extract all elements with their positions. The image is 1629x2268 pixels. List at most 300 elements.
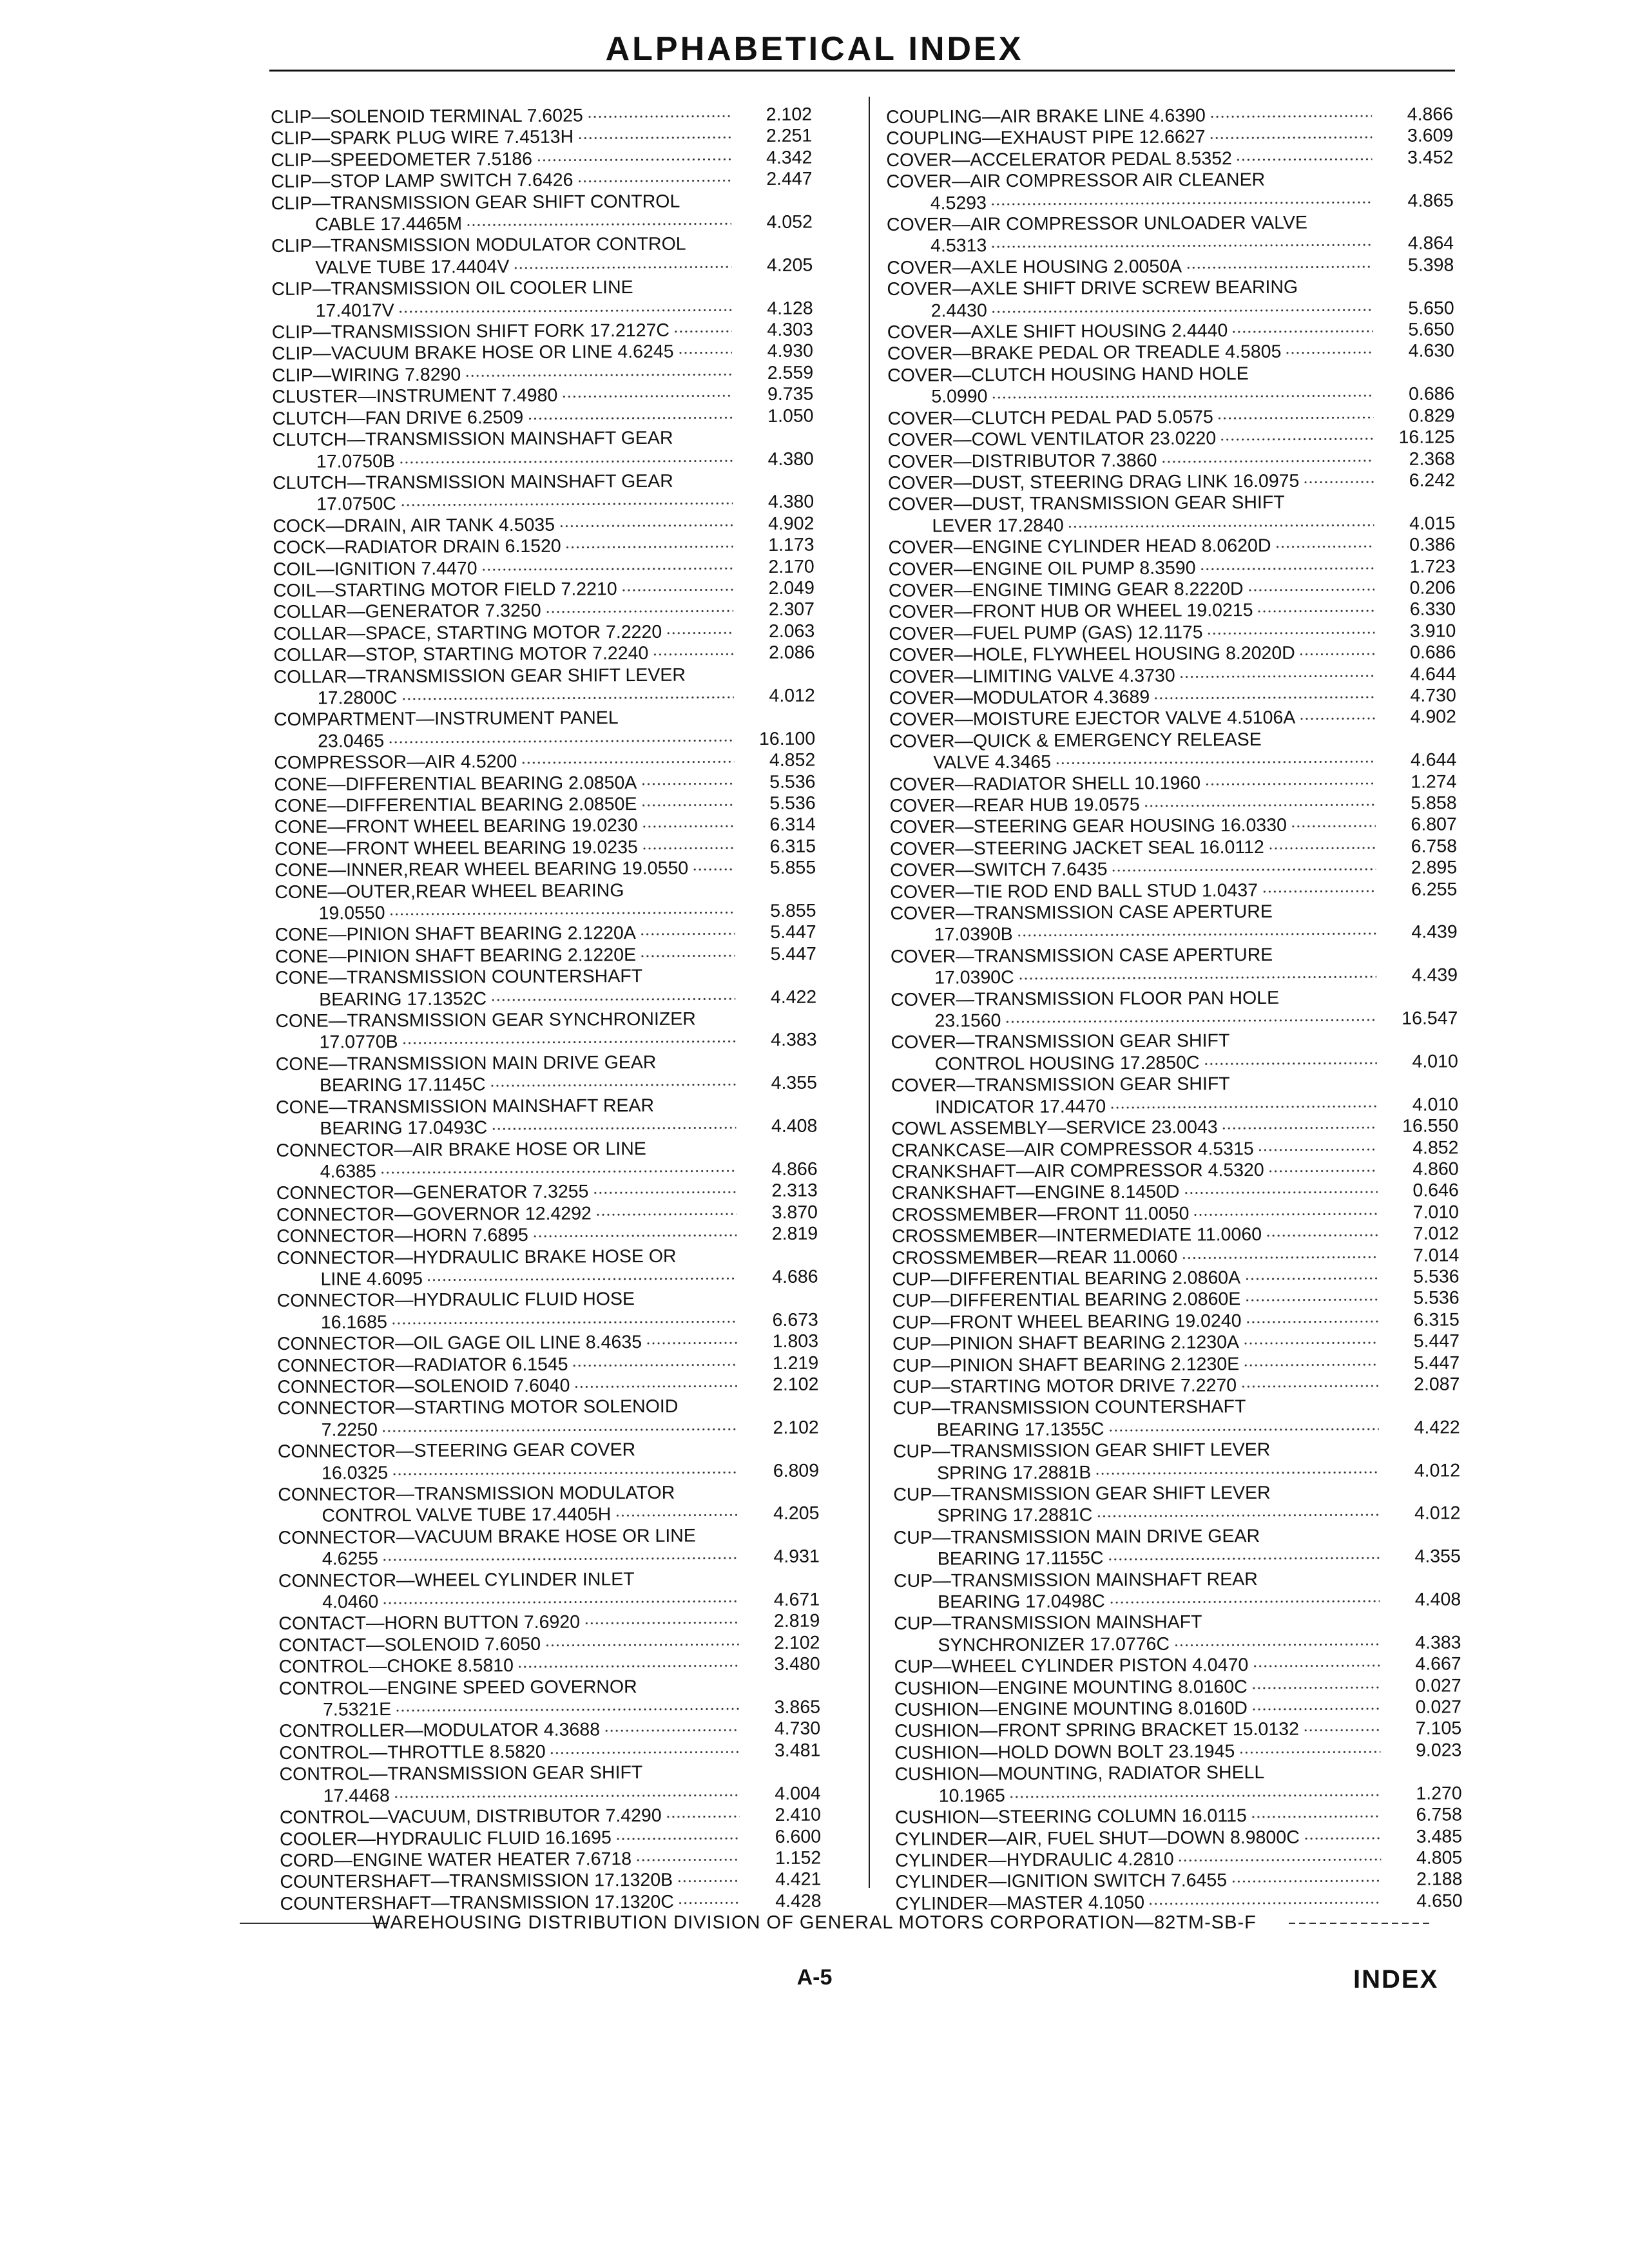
- index-entry-line: [894, 1696, 1461, 1721]
- index-entry-line: [272, 298, 813, 322]
- index-entry-line: [272, 384, 813, 408]
- leader-dots: [399, 452, 733, 465]
- leader-dots: [1017, 925, 1376, 938]
- index-entry: [272, 405, 813, 430]
- index-entry: [891, 943, 1458, 989]
- leader-dots: [491, 1119, 736, 1131]
- index-entry-line: [891, 922, 1458, 947]
- index-entry: [273, 599, 815, 624]
- entry-page-number: 2.313: [771, 1180, 818, 1202]
- index-entry-line: [889, 771, 1456, 796]
- index-entry-line: [892, 1331, 1460, 1356]
- index-entry: [887, 211, 1454, 257]
- index-entry: [892, 1266, 1459, 1291]
- index-entry-line: [892, 1158, 1459, 1183]
- entry-text: BEARING 17.1155C: [937, 1548, 1104, 1570]
- index-entry: [888, 427, 1455, 451]
- entry-text: BEARING 17.0493C: [320, 1117, 488, 1139]
- index-entry-line: [893, 1417, 1460, 1441]
- leader-dots: [991, 301, 1373, 314]
- leader-dots: [1247, 581, 1374, 593]
- entry-text: CUP—TRANSMISSION COUNTERSHAFT: [892, 1396, 1246, 1419]
- index-entry-line: [891, 1094, 1458, 1119]
- index-entry: [280, 1847, 821, 1872]
- entry-text: COVER—TRANSMISSION GEAR SHIFT: [891, 1073, 1230, 1097]
- index-entry-line: [892, 1374, 1460, 1398]
- index-entry-line: [892, 1309, 1460, 1334]
- entry-text: CONNECTOR—VACUUM BRAKE HOSE OR LINE: [278, 1525, 696, 1548]
- entry-text: 17.0750C: [316, 494, 396, 515]
- entry-text: BEARING 17.1145C: [319, 1074, 486, 1096]
- leader-dots: [1268, 1162, 1378, 1174]
- index-entry-line: [887, 276, 1454, 301]
- index-entry: [886, 126, 1453, 150]
- entry-page-number: 4.644: [1410, 749, 1457, 771]
- leader-dots: [641, 796, 734, 808]
- index-entry: [892, 1202, 1459, 1226]
- index-entry: [888, 535, 1455, 559]
- index-entry-line: [274, 707, 815, 731]
- entry-text: COVER—ENGINE CYLINDER HEAD 8.0620D: [888, 535, 1271, 559]
- index-entry-line: [277, 1396, 818, 1420]
- entry-text: CONTACT—HORN BUTTON 7.6920: [278, 1611, 581, 1635]
- index-entry-line: [890, 814, 1457, 839]
- entry-text: CRANKSHAFT—ENGINE 8.1450D: [891, 1181, 1180, 1204]
- leader-dots: [615, 1506, 738, 1519]
- index-entry-line: [894, 1568, 1461, 1592]
- index-entry: [894, 1718, 1461, 1743]
- entry-text: 17.4468: [323, 1785, 390, 1807]
- entry-page-number: 3.481: [774, 1740, 821, 1761]
- index-entry-line: [276, 1094, 817, 1119]
- index-entry-line: [892, 1245, 1459, 1269]
- entry-text: COUPLING—AIR BRAKE LINE 4.6390: [886, 105, 1206, 128]
- entry-text: CLIP—TRANSMISSION GEAR SHIFT CONTROL: [271, 191, 680, 214]
- entry-text: COVER—RADIATOR SHELL 10.1960: [889, 773, 1201, 795]
- entry-text: CLIP—STOP LAMP SWITCH 7.6426: [271, 169, 574, 193]
- index-entry-line: [272, 362, 813, 387]
- entry-text: CONE—OUTER,REAR WHEEL BEARING: [275, 879, 624, 903]
- entry-text: COCK—RADIATOR DRAIN 6.1520: [273, 535, 561, 559]
- index-entry: [890, 814, 1457, 839]
- index-entry: [889, 599, 1456, 624]
- index-entry-line: [273, 427, 814, 452]
- index-entry-line: [893, 1503, 1460, 1528]
- index-entry: [889, 707, 1456, 731]
- index-entry: [889, 620, 1456, 645]
- leader-dots: [1275, 537, 1374, 550]
- leader-dots: [1243, 1334, 1378, 1346]
- entry-page-number: 4.671: [773, 1589, 820, 1610]
- index-entry: [892, 1374, 1460, 1398]
- entry-text: CONNECTOR—HYDRAULIC BRAKE HOSE OR: [276, 1245, 677, 1269]
- leader-dots: [1173, 1635, 1380, 1648]
- leader-dots: [642, 839, 735, 851]
- entry-page-number: 3.609: [1407, 125, 1454, 147]
- index-entry-line: [887, 341, 1454, 365]
- index-entry: [276, 1180, 818, 1205]
- entry-page-number: 3.910: [1409, 620, 1456, 642]
- page-number: A-5: [796, 1965, 833, 1990]
- leader-dots: [641, 774, 734, 787]
- index-entry: [275, 836, 816, 860]
- index-entry-line: [895, 1847, 1462, 1872]
- entry-text: 17.4017V: [315, 300, 394, 322]
- entry-text: COUNTERSHAFT—TRANSMISSION 17.1320C: [280, 1891, 674, 1914]
- entry-text: CONNECTOR—TRANSMISSION MODULATOR: [278, 1482, 675, 1505]
- leader-dots: [465, 365, 732, 378]
- index-entry: [275, 1008, 816, 1054]
- index-entry-line: [273, 599, 815, 624]
- leader-dots: [1285, 344, 1373, 356]
- entry-page-number: 1.270: [1416, 1783, 1462, 1804]
- entry-page-number: 3.865: [774, 1696, 821, 1718]
- index-entry: [277, 1288, 818, 1334]
- index-column-right: [886, 104, 1463, 1915]
- entry-page-number: 6.315: [769, 836, 816, 857]
- index-entry: [279, 1740, 820, 1764]
- index-entry: [887, 169, 1454, 215]
- index-entry: [891, 1030, 1458, 1075]
- leader-dots: [381, 1420, 738, 1434]
- leader-dots: [401, 688, 733, 702]
- entry-text: 2.4430: [930, 300, 987, 322]
- index-entry-line: [275, 814, 816, 839]
- index-entry-line: [279, 1762, 820, 1786]
- leader-dots: [1245, 1312, 1378, 1325]
- leader-dots: [1299, 645, 1375, 657]
- entry-page-number: 1.219: [772, 1352, 819, 1374]
- leader-dots: [513, 258, 731, 271]
- index-entry-line: [894, 1740, 1461, 1764]
- entry-text: 19.0550: [318, 903, 385, 924]
- leader-dots: [677, 344, 732, 356]
- entry-page-number: 2.102: [773, 1417, 819, 1438]
- index-entry: [890, 900, 1457, 946]
- entry-page-number: 7.010: [1412, 1202, 1460, 1223]
- index-entry-line: [271, 190, 813, 215]
- index-entry: [271, 104, 812, 129]
- index-entry: [895, 1847, 1462, 1872]
- entry-page-number: 6.758: [1416, 1804, 1462, 1825]
- index-entry-line: [889, 664, 1456, 688]
- index-entry: [273, 620, 815, 645]
- index-entry-line: [275, 986, 816, 1011]
- entry-text: COVER—HOLE, FLYWHEEL HOUSING 8.2020D: [889, 642, 1295, 666]
- index-entry-line: [889, 599, 1456, 624]
- index-entry-line: [889, 750, 1456, 774]
- index-entry: [889, 664, 1456, 688]
- index-entry-line: [895, 1869, 1462, 1894]
- entry-page-number: 16.547: [1402, 1008, 1458, 1029]
- leader-dots: [991, 387, 1373, 400]
- index-entry-line: [892, 1202, 1459, 1226]
- entry-text: CUP—PINION SHAFT BEARING 2.1230E: [892, 1353, 1240, 1376]
- index-entry: [276, 1224, 818, 1248]
- index-entry: [895, 1804, 1462, 1829]
- entry-page-number: 4.650: [1416, 1890, 1463, 1912]
- index-entry-line: [889, 685, 1456, 709]
- leader-dots: [1068, 516, 1374, 529]
- index-entry-line: [886, 104, 1453, 128]
- entry-page-number: 4.422: [770, 986, 817, 1008]
- entry-page-number: 4.383: [771, 1030, 817, 1051]
- leader-dots: [466, 215, 731, 227]
- index-entry: [275, 943, 816, 968]
- index-entry: [274, 771, 815, 796]
- entry-page-number: 6.758: [1411, 836, 1458, 857]
- entry-text: COVER—SWITCH 7.6435: [890, 859, 1108, 881]
- entry-text: 16.0325: [322, 1462, 389, 1484]
- index-entry: [894, 1740, 1461, 1764]
- index-entry-line: [273, 642, 815, 667]
- index-entry-line: [273, 448, 814, 473]
- index-entry-line: [890, 858, 1457, 882]
- entry-text: CONTROL—THROTTLE 8.5820: [279, 1741, 546, 1763]
- index-entry-line: [887, 255, 1454, 279]
- index-entry: [889, 556, 1456, 581]
- leader-dots: [1243, 1356, 1378, 1368]
- leader-dots: [490, 990, 735, 1003]
- leader-dots: [1193, 1205, 1378, 1218]
- index-entry: [278, 1524, 820, 1570]
- index-entry-line: [887, 190, 1454, 215]
- entry-text: CYLINDER—AIR, FUEL SHUT—DOWN 8.9800C: [894, 1827, 1300, 1850]
- leader-dots: [635, 1850, 740, 1863]
- leader-dots: [990, 193, 1373, 207]
- leader-dots: [545, 602, 734, 615]
- entry-page-number: 5.536: [769, 793, 816, 814]
- leader-dots: [1222, 1119, 1378, 1131]
- entry-page-number: 7.012: [1412, 1223, 1460, 1244]
- leader-dots: [565, 537, 733, 550]
- index-entry-line: [887, 233, 1454, 258]
- index-entry-line: [279, 1675, 820, 1700]
- entry-text: CONTROL—ENGINE SPEED GOVERNOR: [278, 1676, 637, 1699]
- index-entry: [894, 1568, 1461, 1613]
- leader-dots: [1244, 1291, 1378, 1303]
- entry-page-number: 9.735: [767, 383, 814, 405]
- index-entry-line: [280, 1805, 821, 1829]
- leader-dots: [532, 1226, 737, 1239]
- index-entry-line: [891, 986, 1458, 1011]
- entry-text: COCK—DRAIN, AIR TANK 4.5035: [273, 514, 555, 537]
- leader-dots: [427, 1269, 737, 1283]
- entry-page-number: 4.355: [771, 1072, 818, 1094]
- entry-page-number: 4.865: [1407, 190, 1454, 211]
- leader-dots: [1178, 1850, 1382, 1863]
- entry-page-number: 1.173: [768, 534, 815, 556]
- leader-dots: [572, 1356, 738, 1368]
- entry-page-number: 5.447: [770, 943, 816, 965]
- leader-dots: [1217, 408, 1374, 421]
- index-entry: [890, 858, 1457, 882]
- entry-text: COVER—STEERING JACKET SEAL 16.0112: [889, 836, 1264, 860]
- entry-text: CONNECTOR—AIR BRAKE HOSE OR LINE: [276, 1138, 646, 1161]
- index-entry-line: [891, 1137, 1458, 1162]
- leader-dots: [646, 1334, 737, 1346]
- entry-text: CONE—TRANSMISSION MAIN DRIVE GEAR: [275, 1052, 657, 1075]
- index-entry: [891, 1115, 1458, 1140]
- index-entry: [889, 685, 1456, 709]
- entry-text: COVER—AIR COMPRESSOR AIR CLEANER: [886, 169, 1266, 193]
- leader-dots: [692, 860, 735, 872]
- index-entry-line: [274, 750, 815, 774]
- index-entry-line: [279, 1654, 820, 1678]
- index-entry-line: [894, 1524, 1461, 1549]
- entry-page-number: 4.852: [769, 749, 816, 771]
- index-entry: [889, 642, 1456, 667]
- index-entry: [280, 1826, 821, 1850]
- entry-page-number: 5.447: [1413, 1352, 1460, 1374]
- index-entry: [272, 341, 813, 365]
- entry-page-number: 2.410: [775, 1804, 821, 1826]
- index-entry: [886, 104, 1453, 128]
- index-entry: [892, 1352, 1460, 1377]
- entry-text: CONNECTOR—OIL GAGE OIL LINE 8.4635: [276, 1332, 642, 1355]
- entry-page-number: 7.105: [1415, 1718, 1462, 1740]
- index-entry-line: [886, 147, 1453, 171]
- entry-page-number: 6.314: [769, 814, 816, 836]
- index-entry: [896, 1890, 1463, 1915]
- leader-dots: [587, 107, 731, 119]
- leader-dots: [398, 301, 732, 314]
- index-entry-line: [278, 1568, 820, 1592]
- index-entry: [892, 1331, 1460, 1356]
- entry-page-number: 1.050: [767, 405, 814, 427]
- index-entry-line: [271, 276, 813, 301]
- leader-dots: [392, 1463, 738, 1477]
- leader-dots: [1291, 817, 1376, 829]
- entry-page-number: 4.730: [774, 1718, 821, 1740]
- entry-text: CLIP—SPARK PLUG WIRE 7.4513H: [271, 126, 574, 149]
- entry-page-number: 4.730: [1410, 685, 1456, 706]
- index-entry-line: [891, 1115, 1458, 1140]
- index-column-left: [271, 104, 822, 1915]
- entry-text: CONNECTOR—GENERATOR 7.3255: [276, 1181, 589, 1204]
- entry-page-number: 2.819: [771, 1223, 818, 1245]
- index-entry: [275, 922, 816, 947]
- entry-page-number: 4.380: [767, 448, 814, 470]
- leader-dots: [677, 1872, 740, 1885]
- index-entry-line: [887, 319, 1454, 343]
- entry-text: VALVE 4.3465: [933, 751, 1052, 773]
- entry-page-number: 0.027: [1415, 1696, 1462, 1718]
- entry-text: INDICATOR 17.4470: [935, 1095, 1106, 1118]
- index-entry-line: [893, 1439, 1460, 1463]
- index-entry-line: [280, 1826, 821, 1850]
- index-entry: [892, 1288, 1460, 1312]
- index-entry-line: [894, 1589, 1461, 1613]
- index-entry: [889, 771, 1456, 796]
- entry-text: 4.5313: [930, 235, 987, 257]
- entry-page-number: 4.644: [1410, 663, 1456, 685]
- index-entry: [271, 126, 812, 150]
- leader-dots: [1251, 1678, 1380, 1691]
- entry-text: CLUTCH—TRANSMISSION MAINSHAFT GEAR: [272, 427, 673, 451]
- footer-text: WAREHOUSING DISTRIBUTION DIVISION OF GENERAL MOTORS CORPORATION—82TM-SB-F: [372, 1912, 1257, 1933]
- index-entry-line: [278, 1524, 820, 1549]
- entry-page-number: 2.307: [768, 599, 815, 620]
- index-entry-line: [891, 943, 1458, 968]
- index-entry-line: [887, 405, 1454, 430]
- entry-page-number: 4.380: [767, 491, 815, 513]
- entry-page-number: 2.102: [774, 1632, 820, 1653]
- index-entry: [277, 1352, 818, 1377]
- entry-text: COLLAR—GENERATOR 7.3250: [273, 601, 541, 623]
- leader-dots: [604, 1722, 739, 1734]
- index-entry-line: [888, 427, 1455, 451]
- leader-dots: [584, 1614, 738, 1626]
- entry-text: COVER—TRANSMISSION CASE APERTURE: [890, 901, 1273, 925]
- index-entry-line: [274, 771, 815, 796]
- index-entry-line: [277, 1374, 818, 1399]
- entry-text: CONTROL—CHOKE 8.5810: [278, 1655, 514, 1678]
- leader-dots: [1144, 796, 1376, 809]
- entry-text: CLIP—TRANSMISSION SHIFT FORK 17.2127C: [271, 320, 670, 343]
- entry-page-number: 6.600: [775, 1826, 822, 1847]
- entry-page-number: 4.667: [1415, 1653, 1461, 1675]
- index-entry-line: [271, 233, 813, 258]
- leader-dots: [559, 516, 733, 528]
- entry-page-number: 0.829: [1409, 405, 1455, 427]
- leader-dots: [1239, 1743, 1380, 1755]
- entry-page-number: 0.646: [1412, 1180, 1459, 1202]
- index-entry-line: [276, 1116, 817, 1140]
- entry-page-number: 2.063: [768, 620, 815, 642]
- index-entry-line: [278, 1417, 819, 1441]
- leader-dots: [592, 1184, 736, 1196]
- entry-text: CONE—INNER,REAR WHEEL BEARING 19.0550: [275, 858, 689, 881]
- entry-text: CUP—FRONT WHEEL BEARING 19.0240: [892, 1310, 1242, 1333]
- entry-text: COVER—STEERING GEAR HOUSING 16.0330: [889, 815, 1287, 838]
- index-entry: [271, 233, 813, 279]
- index-entry-line: [278, 1590, 820, 1614]
- index-entry: [278, 1482, 819, 1528]
- index-entry-line: [275, 858, 816, 882]
- index-entry: [887, 405, 1454, 430]
- index-entry-line: [273, 620, 815, 645]
- entry-text: CONNECTOR—SOLENOID 7.6040: [277, 1375, 570, 1398]
- entry-text: CLIP—TRANSMISSION MODULATOR CONTROL: [271, 234, 686, 257]
- index-entry-line: [274, 664, 815, 688]
- index-entry: [275, 858, 816, 882]
- entry-page-number: 3.452: [1407, 147, 1454, 168]
- entry-page-number: 4.355: [1414, 1546, 1461, 1567]
- index-entry: [891, 986, 1458, 1032]
- leader-dots: [1252, 1657, 1380, 1669]
- index-entry: [274, 707, 815, 753]
- leader-dots: [1262, 882, 1376, 894]
- entry-page-number: 4.128: [767, 298, 813, 319]
- entry-page-number: 4.012: [1414, 1459, 1461, 1481]
- index-entry: [887, 255, 1454, 279]
- entry-page-number: 4.630: [1408, 340, 1455, 362]
- entry-page-number: 6.330: [1409, 599, 1456, 620]
- entry-text: COVER—MOISTURE EJECTOR VALVE 4.5106A: [889, 707, 1296, 731]
- entry-text: CROSSMEMBER—REAR 11.0060: [892, 1246, 1178, 1269]
- entry-page-number: 4.686: [772, 1266, 818, 1287]
- leader-dots: [550, 1743, 740, 1756]
- index-entry: [892, 1245, 1459, 1269]
- index-entry-line: [887, 298, 1454, 322]
- index-entry-line: [894, 1632, 1461, 1657]
- leader-dots: [382, 1549, 738, 1562]
- index-entry-line: [276, 1267, 818, 1291]
- index-entry: [279, 1718, 820, 1743]
- index-entry-line: [279, 1740, 820, 1764]
- entry-page-number: 16.125: [1398, 427, 1455, 448]
